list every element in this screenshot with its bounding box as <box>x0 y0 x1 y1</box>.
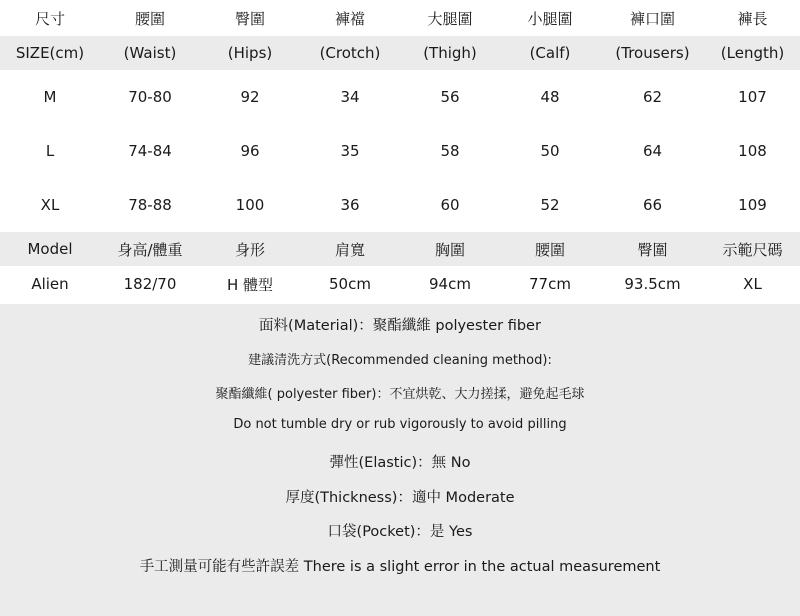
table-cell: 74-84 <box>128 142 172 160</box>
header-calf-zh: 小腿圍 <box>527 9 573 28</box>
table-cell: 100 <box>235 196 265 214</box>
pocket-note: 口袋(Pocket)：是 Yes <box>327 524 473 540</box>
model-header-cell: 腰圍 <box>534 240 565 259</box>
material-note: 面料(Material)：聚酯纖維 polyester fiber <box>259 318 541 334</box>
model-value-cell: H 體型 <box>226 275 274 294</box>
table-cell: 109 <box>738 196 767 214</box>
table-cell: 96 <box>240 142 260 160</box>
table-cell: 92 <box>240 88 260 106</box>
size-table <box>0 0 800 302</box>
model-value-cell: 182/70 <box>123 275 177 293</box>
table-cell: 78-88 <box>128 196 172 214</box>
model-header-cell: 胸圍 <box>434 240 465 259</box>
model-value-cell: XL <box>743 275 762 293</box>
model-values-row <box>0 266 800 302</box>
model-value-cell: 77cm <box>529 275 571 293</box>
header-hips-zh: 臀圍 <box>234 9 265 28</box>
model-value-cell: 93.5cm <box>624 275 681 293</box>
header-length-en: (Length) <box>720 44 785 62</box>
header-crotch-zh: 褲襠 <box>334 9 365 28</box>
table-cell: 36 <box>340 196 360 214</box>
header-hips-en: (Hips) <box>227 44 273 62</box>
table-row <box>0 70 800 124</box>
table-cell: 66 <box>642 196 663 214</box>
elastic-note: 彈性(Elastic)：無 No <box>329 455 471 471</box>
header-waist-en: (Waist) <box>123 44 177 62</box>
table-cell: M <box>43 88 57 106</box>
table-cell: 60 <box>440 196 460 214</box>
table-cell: 58 <box>440 142 460 160</box>
cleaning-note-zh: 聚酯纖維( polyester fiber)：不宜烘乾、大力搓揉，避免起毛球 <box>215 387 585 402</box>
model-value-cell: 94cm <box>429 275 471 293</box>
header-thigh-zh: 大腿圍 <box>427 9 473 28</box>
table-row <box>0 124 800 178</box>
table-cell: 35 <box>340 142 360 160</box>
header-length-zh: 褲長 <box>737 9 768 28</box>
table-cell: 34 <box>340 88 360 106</box>
cleaning-title: 建議清洗方式(Recommended cleaning method): <box>248 353 552 368</box>
model-header-cell: 臀圍 <box>637 240 668 259</box>
table-cell: 107 <box>738 88 767 106</box>
header-crotch-en: (Crotch) <box>319 44 381 62</box>
table-cell: 56 <box>440 88 460 106</box>
model-header-cell: 肩寬 <box>334 240 365 259</box>
table-cell: 62 <box>642 88 663 106</box>
table-cell: 48 <box>540 88 560 106</box>
model-header-row <box>0 232 800 266</box>
model-header-cell: 示範尺碼 <box>722 240 783 259</box>
header-size-en: SIZE(cm) <box>15 44 85 62</box>
table-cell: 64 <box>642 142 663 160</box>
header-trousers-zh: 褲口圍 <box>629 9 675 28</box>
table-row <box>0 178 800 232</box>
product-notes <box>0 304 800 616</box>
model-header-cell: 身高/體重 <box>117 240 183 259</box>
model-header-cell: Model <box>27 240 73 258</box>
measurement-error-note: 手工測量可能有些許誤差 There is a slight error in the actual measurement <box>139 559 661 575</box>
model-value-cell: Alien <box>31 275 69 293</box>
table-cell: XL <box>40 196 60 214</box>
size-header-en-row <box>0 36 800 70</box>
table-cell: L <box>45 142 55 160</box>
header-calf-en: (Calf) <box>529 44 571 62</box>
model-value-cell: 50cm <box>329 275 371 293</box>
table-cell: 52 <box>540 196 560 214</box>
table-cell: 108 <box>738 142 767 160</box>
header-trousers-en: (Trousers) <box>615 44 690 62</box>
header-waist-zh: 腰圍 <box>134 9 165 28</box>
model-header-cell: 身形 <box>234 240 265 259</box>
header-size-zh: 尺寸 <box>34 9 65 28</box>
table-cell: 70-80 <box>128 88 172 106</box>
cleaning-note-en: Do not tumble dry or rub vigorously to avoid pilling <box>233 417 567 432</box>
table-cell: 50 <box>540 142 560 160</box>
size-header-zh-row <box>0 0 800 36</box>
header-thigh-en: (Thigh) <box>423 44 477 62</box>
thickness-note: 厚度(Thickness)：適中 Moderate <box>285 490 515 506</box>
